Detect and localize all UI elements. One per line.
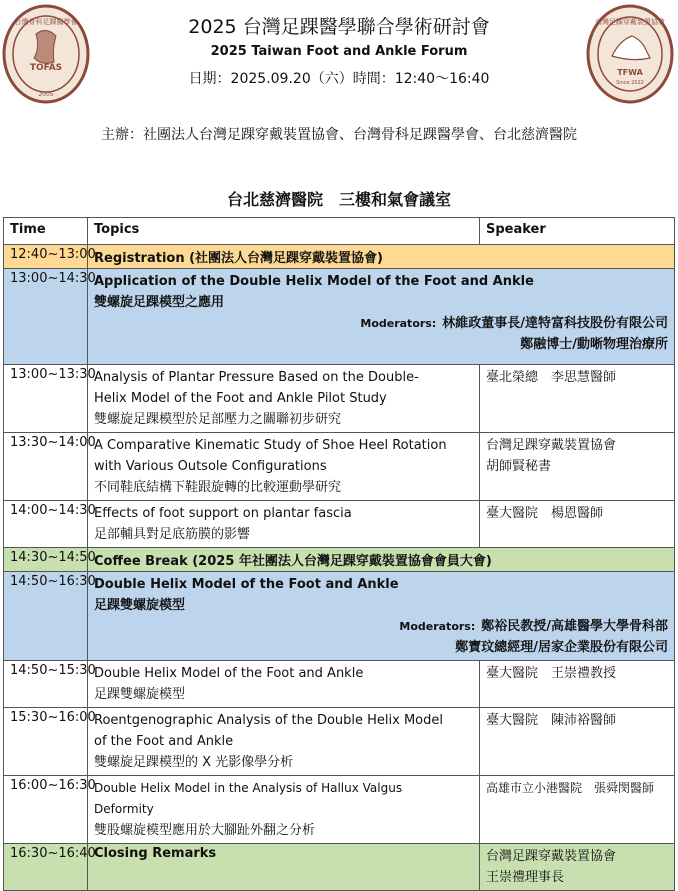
session-title-zh: 足踝雙螺旋模型 — [94, 598, 186, 613]
row-topic — [88, 433, 480, 501]
svg-text:2005: 2005 — [38, 91, 54, 98]
topic-line: Effects of foot support on plantar fascia — [94, 506, 352, 521]
row-topic — [88, 708, 480, 776]
row-time: 14:50~16:30 — [4, 572, 88, 661]
header-topics: Topics — [88, 218, 480, 245]
svg-text:Since 2022: Since 2022 — [616, 80, 644, 86]
row-topic — [88, 269, 675, 365]
topic-line: Helix Model of the Foot and Ankle Pilot Study — [94, 391, 387, 406]
event-title-en: 2025 Taiwan Foot and Ankle Forum — [210, 44, 468, 59]
speaker-line: 胡師賢秘書 — [486, 459, 552, 474]
row-time: 14:50~15:30 — [4, 661, 88, 708]
table-row-closing — [4, 844, 675, 891]
row-time: 14:00~14:30 — [4, 501, 88, 548]
topic-line: Double Helix Model of the Foot and Ankle — [94, 666, 364, 681]
row-topic — [88, 661, 480, 708]
row-topic — [88, 501, 480, 548]
topic-line: Roentgenographic Analysis of the Double Helix Model — [94, 713, 444, 728]
moderator-2: 鄭寶玟總經理/居家企業股份有限公司 — [455, 640, 668, 655]
session-title-en: Double Helix Model of the Foot and Ankle — [94, 577, 399, 592]
topic-line-zh: 足踝雙螺旋模型 — [94, 687, 186, 702]
table-row-talk5 — [4, 708, 675, 776]
row-topic: Coffee Break (2025 年社團法人台灣足踝穿戴裝置協會會員大會) — [88, 548, 675, 572]
moderator-1: 鄭裕民教授/高雄醫學大學骨科部 — [481, 619, 668, 634]
row-speaker — [480, 433, 675, 501]
table-row-talk4 — [4, 661, 675, 708]
schedule-table — [3, 217, 675, 891]
topic-line-zh: 不同鞋底結構下鞋跟旋轉的比較運動學研究 — [94, 480, 342, 495]
row-topic — [88, 365, 480, 433]
row-time: 14:30~14:50 — [4, 548, 88, 572]
svg-text:台灣骨科足踝醫學會: 台灣骨科足踝醫學會 — [14, 18, 78, 26]
row-topic: Registration (社團法人台灣足踝穿戴裝置協會) — [88, 245, 675, 269]
moderators-label: Moderators: — [360, 317, 437, 330]
session-title-en: Application of the Double Helix Model of the Foot and Ankle — [94, 274, 534, 289]
topic-line: with Various Outsole Configurations — [94, 459, 327, 474]
table-row-session1 — [4, 269, 675, 365]
table-row-session2 — [4, 572, 675, 661]
row-time: 15:30~16:00 — [4, 708, 88, 776]
row-speaker: 臺大醫院 陳沛裕醫師 — [480, 708, 675, 776]
topic-line-zh: 雙股螺旋模型應用於大腳趾外翻之分析 — [94, 823, 316, 838]
topic-line: A Comparative Kinematic Study of Shoe Heel Rotation — [94, 438, 447, 453]
row-time: 13:30~14:00 — [4, 433, 88, 501]
row-speaker: 臺北榮總 李思慧醫師 — [480, 365, 675, 433]
speaker-line: 台灣足踝穿戴裝置協會 — [486, 849, 617, 864]
table-row-talk1 — [4, 365, 675, 433]
table-row-talk2 — [4, 433, 675, 501]
event-date-time: 日期：2025.09.20（六）時間：12:40～16:40 — [188, 71, 490, 87]
table-row-registration — [4, 245, 675, 269]
table-row-talk3 — [4, 501, 675, 548]
event-venue: 台北慈濟醫院 三樓和氣會議室 — [226, 190, 451, 209]
moderators-label: Moderators: — [399, 620, 476, 633]
table-row-coffee-break — [4, 548, 675, 572]
row-time: 16:00~16:30 — [4, 776, 88, 844]
header-time: Time — [4, 218, 88, 245]
topic-line-zh: 雙螺旋足踝模型的 X 光影像學分析 — [94, 755, 294, 770]
row-speaker: 臺大醫院 楊恩醫師 — [480, 501, 675, 548]
row-topic — [88, 572, 675, 661]
svg-text:TOFAS: TOFAS — [29, 63, 63, 73]
header-speaker: Speaker — [480, 218, 675, 245]
topic-line: Analysis of Plantar Pressure Based on the Double- — [94, 370, 419, 385]
row-time: 13:00~14:30 — [4, 269, 88, 365]
topic-line: Deformity — [94, 802, 154, 816]
svg-text:TFWA: TFWA — [617, 68, 643, 77]
row-speaker: 高雄市立小港醫院 張舜閔醫師 — [480, 776, 675, 844]
row-speaker: 臺大醫院 王崇禮教授 — [480, 661, 675, 708]
row-time: 12:40~13:00 — [4, 245, 88, 269]
moderator-2: 鄭融博士/動晰物理治療所 — [520, 337, 668, 352]
table-header-row — [4, 218, 675, 245]
topic-line-zh: 雙螺旋足踝模型於足部壓力之關聯初步研究 — [94, 412, 342, 427]
moderators — [94, 313, 668, 334]
row-time: 13:00~13:30 — [4, 365, 88, 433]
session-title-zh: 雙螺旋足踝模型之應用 — [94, 295, 225, 310]
speaker-line: 王崇禮理事長 — [486, 870, 565, 885]
row-time: 16:30~16:40 — [4, 844, 88, 891]
row-topic — [88, 776, 480, 844]
topic-line-zh: 足部輔具對足底筋膜的影響 — [94, 527, 251, 542]
event-host: 主辦：社團法人台灣足踝穿戴裝置協會、台灣骨科足踝醫學會、台北慈濟醫院 — [101, 127, 577, 143]
table-row-talk6 — [4, 776, 675, 844]
topic-line: Double Helix Model in the Analysis of Hallux Valgus — [94, 781, 403, 795]
event-title-zh: 2025 台灣足踝醫學聯合學術研討會 — [188, 16, 490, 38]
row-speaker — [480, 844, 675, 891]
svg-text:台灣足踝穿戴裝置協會: 台灣足踝穿戴裝置協會 — [595, 18, 665, 26]
moderators — [94, 616, 668, 637]
topic-line: of the Foot and Ankle — [94, 734, 234, 749]
moderator-1: 林維政董事長/達特富科技股份有限公司 — [442, 316, 668, 331]
row-topic: Closing Remarks — [88, 844, 480, 891]
speaker-line: 台灣足踝穿戴裝置協會 — [486, 438, 617, 453]
